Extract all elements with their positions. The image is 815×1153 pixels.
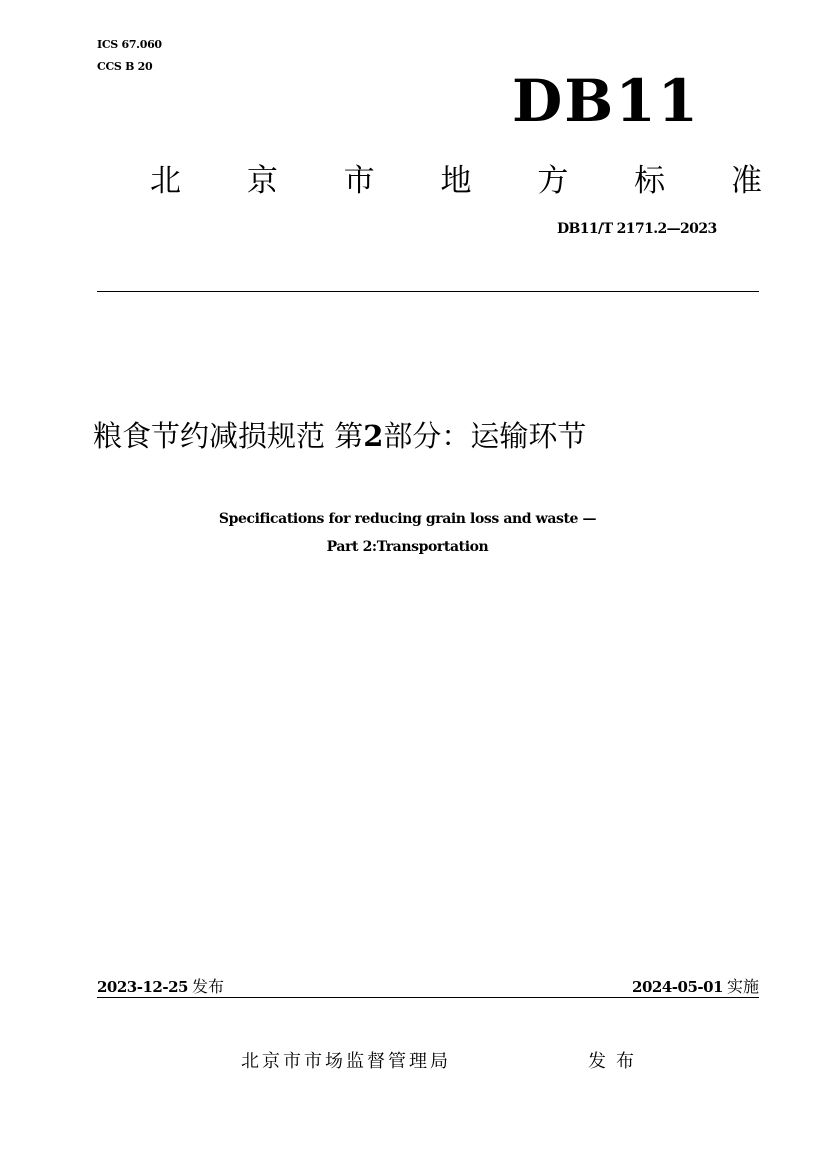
- implementation-date-label: 实施: [726, 977, 759, 996]
- footer-divider: [97, 997, 759, 998]
- title-english-line-2: Part 2:Transportation: [326, 539, 489, 555]
- ics-code: ICS 67.060: [97, 38, 162, 51]
- standard-number: DB11/T 2171.2—2023: [557, 221, 717, 237]
- header-divider: [97, 291, 759, 292]
- standard-type-char: 准: [730, 163, 762, 199]
- implementation-date: [632, 976, 759, 999]
- title-chinese-suffix: 部分：运输环节: [383, 419, 587, 453]
- db-mark: DB11: [512, 67, 701, 135]
- standard-type-char: 北: [150, 163, 181, 199]
- issuer-name: 北京市市场监督管理局: [241, 1051, 451, 1072]
- standard-type-char: 市: [343, 163, 375, 199]
- dates-row: [97, 976, 759, 998]
- issue-date-label: 发布: [191, 977, 224, 996]
- title-chinese-prefix: 粮食节约减损规范 第: [93, 419, 364, 453]
- standard-type-char: 方: [537, 163, 569, 199]
- title-chinese: [93, 414, 753, 458]
- standard-type-char: 地: [440, 163, 472, 199]
- standard-type-char: 标: [634, 163, 666, 199]
- standard-type-char: 京: [246, 163, 278, 199]
- ccs-code: CCS B 20: [97, 60, 153, 73]
- implementation-date-value: 2024-05-01: [632, 978, 723, 996]
- title-part-number: 2: [363, 419, 384, 453]
- issuer-action: 发布: [588, 1051, 644, 1072]
- standard-type: [150, 157, 762, 205]
- issue-date: [97, 976, 224, 999]
- issue-date-value: 2023-12-25: [97, 978, 188, 996]
- title-english-line-1: Specifications for reducing grain loss and waste —: [218, 511, 597, 527]
